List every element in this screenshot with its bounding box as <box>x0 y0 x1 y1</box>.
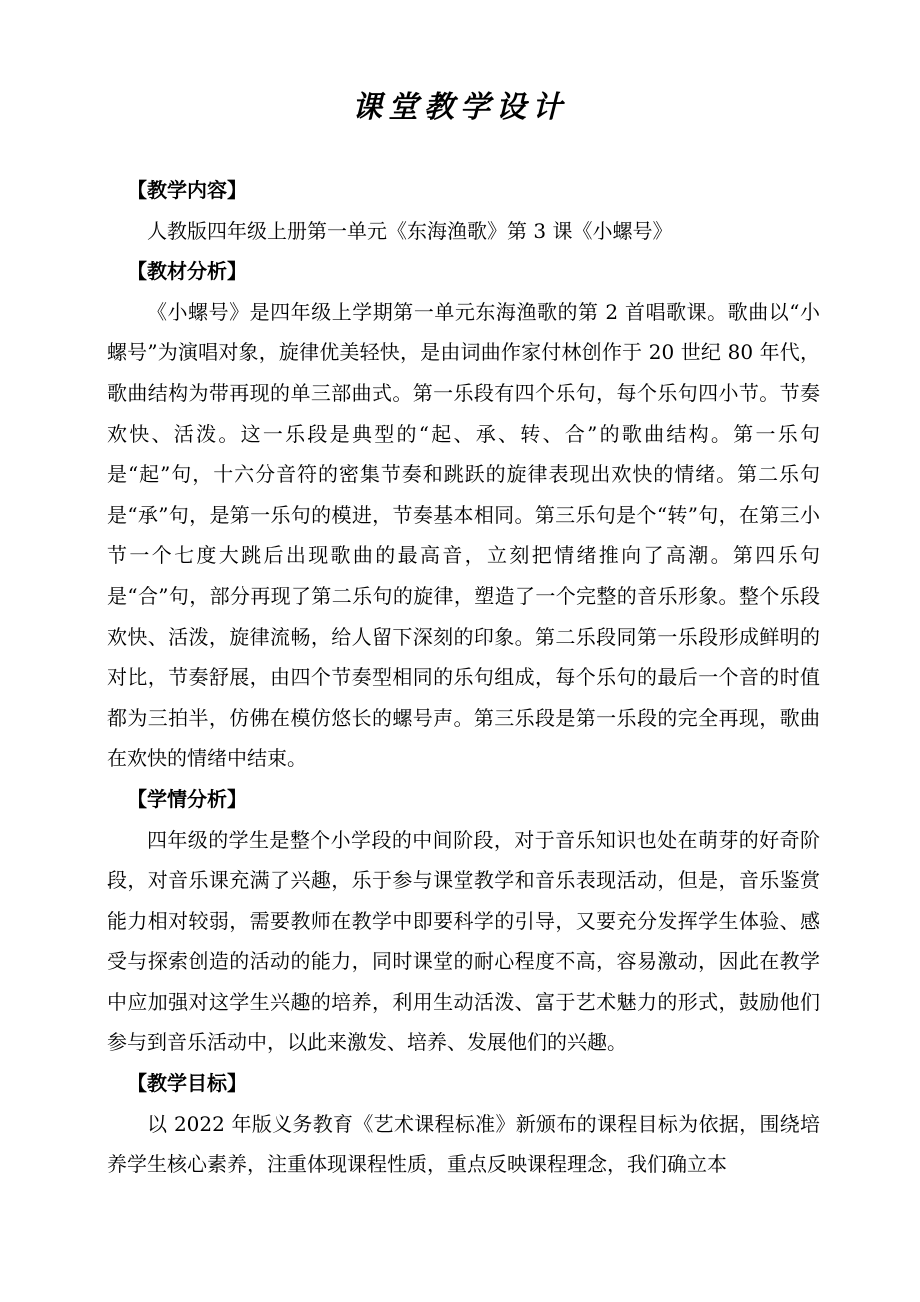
document-title: 课堂教学设计 <box>352 90 568 125</box>
section-heading-material: 【教材分析】 <box>127 259 247 284</box>
section-text-content: 人教版四年级上册第一单元《东海渔歌》第 3 课《小螺号》 <box>147 218 673 243</box>
section-text-students: 四年级的学生是整个小学段的中间阶段，对于音乐知识也处在萌芽的好奇阶段，对音乐课充满了兴趣，乐于参与课堂教学和音乐表现活动，但是，音乐鉴赏能力相对较弱，需要教师在教学中即要科学的引导，又要充分发挥学生体验、感受与探索创造的活动的能力，同时课堂的耐心程度不高，容易激动，因此在教学中应加强对这学生兴趣的培养，利用生动活泼、富于艺术魅力的形式，鼓励他们参与到音乐活动中，以此来激发、培养、发展他们的兴趣。 <box>107 827 820 1055</box>
section-text-goals: 以 2022 年版义务教育《艺术课程标准》新颁布的课程目标为依据，围绕培养学生核心素养，注重体现课程性质，重点反映课程理念，我们确立本 <box>107 1111 820 1177</box>
section-heading-students: 【学情分析】 <box>127 786 247 811</box>
section-heading-goals: 【教学目标】 <box>127 1071 247 1096</box>
document-body <box>107 170 820 1185</box>
section-text-material: 《小螺号》是四年级上学期第一单元东海渔歌的第 2 首唱歌课。歌曲以“小螺号”为演唱对象，旋律优美轻快，是由词曲作家付林创作于 20 世纪 80 年代，歌曲结构为带再现的单三部曲式。第一乐段有四个乐句，每个乐句四小节。节奏欢快、活泼。这一乐段是典型的“起、承、转、合”的歌曲结构。第一乐句是“起”句，十六分音符的密集节奏和跳跃的旋律表现出欢快的情绪。第二乐句是“承”句，是第一乐句的模进，节奏基本相同。第三乐句是个“转”句，在第三小节一个七度大跳后出现歌曲的最高音，立刻把情绪推向了高潮。第四乐句是“合”句，部分再现了第二乐句的旋律，塑造了一个完整的音乐形象。整个乐段欢快、活泼，旋律流畅，给人留下深刻的印象。第二乐段同第一乐段形成鲜明的对比，节奏舒展，由四个节奏型相同的乐句组成，每个乐句的最后一个音的时值都为三拍半，仿佛在模仿悠长的螺号声。第三乐段是第一乐段的完全再现，歌曲在欢快的情绪中结束。 <box>107 299 820 771</box>
section-heading-content: 【教学内容】 <box>127 178 247 202</box>
